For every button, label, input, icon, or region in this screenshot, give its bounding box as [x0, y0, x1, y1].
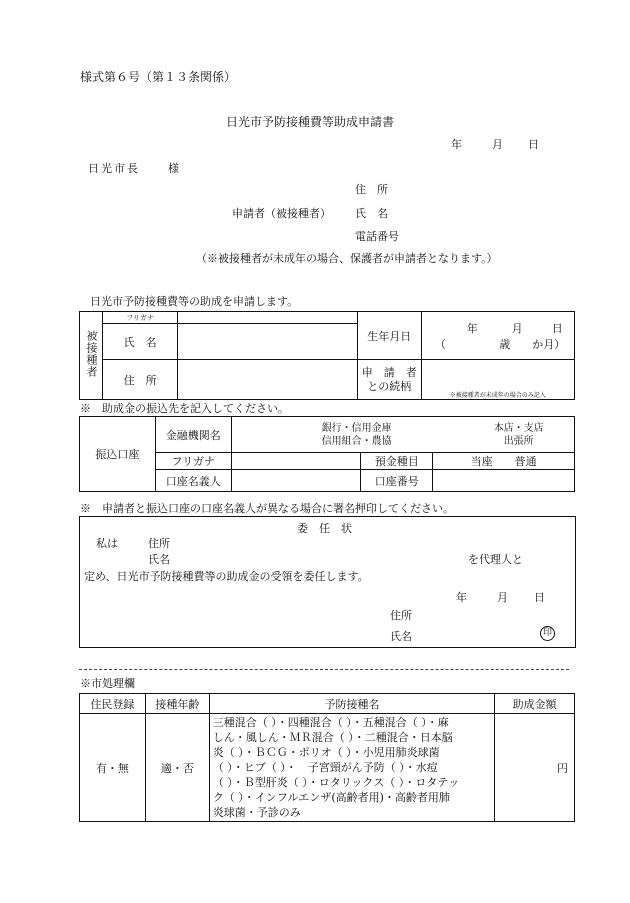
proxy-date-day: 日 [534, 591, 545, 604]
holder-label: 口座名義人 [155, 470, 231, 492]
proxy-line1-prefix: 私は [96, 537, 118, 550]
vaccine-line: ク（ ）・インフルエンザ(高齢者用)・高齢者用肺 [212, 791, 450, 804]
patient-address-field[interactable] [178, 360, 358, 400]
bank-types [322, 422, 392, 448]
header-registration: 住民登録 [80, 694, 146, 714]
patient-table [79, 311, 575, 400]
proxy-line2-suffix: を代理人と [468, 553, 523, 566]
addressee-name: 日光市長 [88, 162, 140, 175]
relation-label: 申 請 者 との続柄 [358, 360, 421, 400]
holder-field[interactable] [231, 470, 361, 492]
date-day: 日 [528, 138, 539, 151]
vaccine-list [209, 714, 494, 822]
proxy-date-year: 年 [456, 591, 467, 604]
proxy-instruction: ※ 申請者と振込口座の口座名義人が異なる場合に署名押印してください。 [80, 502, 454, 515]
vaccine-line: （ ）・ヒブ（ ）・ 子宮頸がん予防（ ）・水痘 [212, 761, 438, 774]
birth-day: 日 [551, 321, 563, 335]
patient-furigana-field[interactable] [178, 312, 358, 324]
header-age: 接種年齢 [145, 694, 209, 714]
date-month: 月 [492, 138, 503, 151]
proxy-address-label: 住所 [148, 537, 170, 550]
vaccine-line: 炎（ ）・ＢＣＧ・ポリオ（ ）・小児用肺炎球菌 [212, 746, 440, 759]
header-vaccine: 予防接種名 [209, 694, 494, 714]
birthdate-field[interactable] [421, 312, 575, 360]
applicant-note: （※被接種者が未成年の場合、保護者が申請者となります。） [196, 252, 498, 265]
age-check-value[interactable]: 適・否 [145, 714, 209, 822]
proxy-sig-address: 住所 [390, 609, 412, 622]
vaccine-line: しん・風しん・ＭＲ混合（ ）・二種混合・日本脳 [212, 731, 453, 744]
page-title: 日光市予防接種費等助成申請書 [226, 115, 395, 129]
bank-table [79, 416, 575, 492]
proxy-line3: 定め、日光市予防接種費等の助成金の受領を委任します。 [84, 570, 369, 583]
request-sentence: 日光市予防接種費等の助成を申請します。 [90, 295, 299, 308]
account-label: 振込口座 [80, 417, 156, 492]
seal-icon: 印 [540, 626, 555, 641]
branch-types-2: 出張所 [503, 436, 534, 447]
office-label: ※市処理欄 [80, 677, 135, 690]
institution-label: 金融機関名 [155, 417, 231, 453]
relation-note: ※被接種者が未成年の場合のみ記入 [421, 390, 575, 400]
date-year: 年 [451, 138, 462, 151]
patient-name-label: 氏 名 [103, 324, 178, 360]
office-divider [79, 669, 569, 670]
applicant-phone-label: 電話番号 [355, 230, 399, 243]
relation-field[interactable] [421, 360, 575, 390]
applicant-role-label: 申請者（被接種者） [232, 207, 331, 220]
proxy-title: 委 任 状 [297, 522, 352, 535]
proxy-date-month: 月 [497, 591, 508, 604]
account-number-field[interactable] [433, 470, 575, 492]
account-number-label: 口座番号 [361, 470, 433, 492]
vaccine-line: 三種混合（ ）・四種混合（ ）・五種混合（ ）・麻 [212, 716, 449, 729]
patient-name-field[interactable] [178, 324, 358, 360]
proxy-name-label: 氏名 [148, 553, 170, 566]
form-number: 様式第６号（第１３条関係） [80, 70, 237, 84]
patient-furigana-label: フリガナ [103, 312, 178, 324]
bank-types-1: 銀行・信用金庫 [321, 423, 392, 434]
bank-furigana-field[interactable] [231, 453, 361, 470]
age-years: 歳 [499, 337, 511, 351]
amount-value[interactable]: 円 [495, 714, 575, 822]
branch-types [494, 422, 544, 448]
proxy-sig-name: 氏名 [390, 630, 412, 643]
branch-types-1: 本店・支店 [493, 423, 544, 434]
patient-side-label: 被接種者 [85, 330, 98, 378]
patient-side-label-cell [80, 312, 103, 400]
applicant-name-label: 氏 名 [355, 207, 388, 220]
registration-value[interactable]: 有・無 [80, 714, 146, 822]
office-table [79, 693, 575, 822]
birth-year: 年 [466, 321, 478, 335]
birthdate-label: 生年月日 [358, 312, 421, 360]
header-amount: 助成金額 [495, 694, 575, 714]
vaccine-line: 炎球菌・予診のみ [212, 806, 301, 819]
age-months: か月） [532, 337, 566, 351]
vaccine-line: （ ）・Ｂ型肝炎（ ）・ロタリックス（ ）・ロタテッ [212, 776, 460, 789]
deposit-type-label: 預金種目 [361, 453, 433, 470]
bank-types-2: 信用組合・農協 [321, 436, 392, 447]
age-open: （ [434, 337, 446, 351]
applicant-address-label: 住 所 [355, 183, 388, 196]
birth-month: 月 [511, 321, 523, 335]
deposit-type-options[interactable]: 当座 普通 [433, 453, 575, 470]
addressee-honorific: 様 [168, 162, 179, 175]
age-line [425, 336, 572, 352]
patient-address-label: 住 所 [103, 360, 178, 400]
birthdate-ymd [425, 320, 572, 336]
bank-instruction: ※ 助成金の振込先を記入してください。 [80, 402, 289, 415]
bank-furigana-label: フリガナ [155, 453, 231, 470]
institution-field[interactable] [231, 417, 574, 453]
